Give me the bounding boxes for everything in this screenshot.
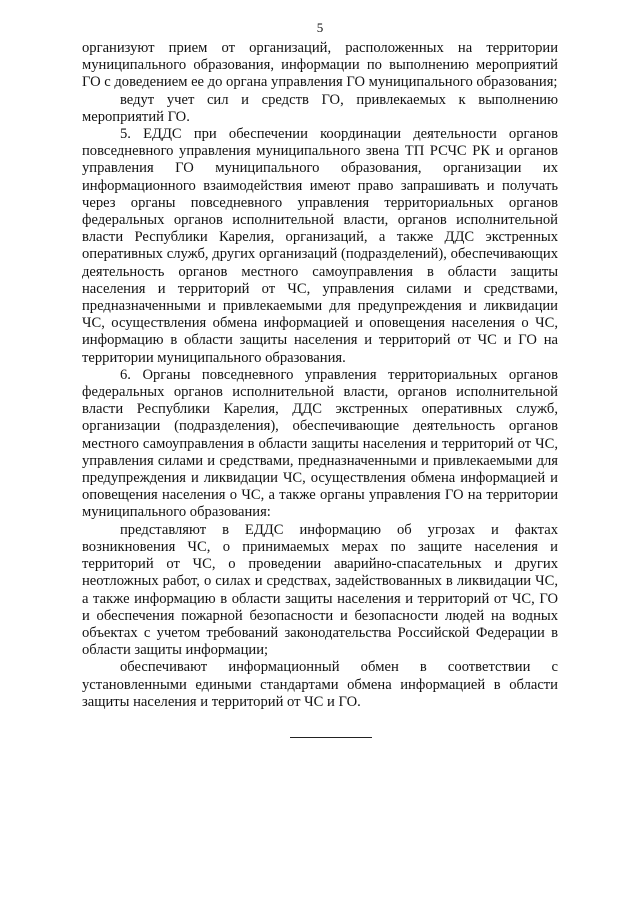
paragraph-section-5: 5. ЕДДС при обеспечении координации деятельности органов повседневного управления муниципального звена ТП РСЧС РК и органов управления ГО муниципального образования, организации их информационного взаимодействия имеют право запрашивать и получать через органы повседневного управления территориальных органов федеральных органов исполнительной власти, органов исполнительной власти Республики Карелия, организаций, а также ДДС экстренных оперативных служб, других организаций (подразделений), обеспечивающих деятельность органов местного самоуправления в области защиты населения и территорий от ЧС, управления силами и средствами, предназначенными и привлекаемыми для предупреждения и ликвидации ЧС, осуществления обмена информацией и оповещения населения о ЧС, информацию в области защиты населения и территорий от ЧС и ГО на территории муниципального образования. xyxy=(82,126,558,366)
paragraph-provide-info: представляют в ЕДДС информацию об угрозах и фактах возникновения ЧС, о принимаемых мерах по защите населения и территорий от ЧС, о проведении аварийно-спасательных и других неотложных работ, о силах и средствах, задействованных в ликвидации ЧС, а также информацию в области защиты населения и территорий от ЧС, ГО и обеспечения пожарной безопасности и безопасности людей на водных объектах с учетом требований законодательства Российской Федерации в области защиты информации; xyxy=(82,521,558,659)
paragraph-continuation: организуют прием от организаций, расположенных на территории муниципального образования, информации по выполнению мероприятий ГО с доведением ее до органа управления ГО муниципального образования; xyxy=(82,40,558,91)
paragraph-info-exchange: обеспечивают информационный обмен в соответствии с установленными едиными стандартами обмена информацией в области защиты населения и территорий от ЧС и ГО. xyxy=(82,659,558,710)
document-body xyxy=(82,40,558,711)
page-number: 5 xyxy=(316,20,324,35)
paragraph-resources: ведут учет сил и средств ГО, привлекаемых к выполнению мероприятий ГО. xyxy=(82,91,558,125)
paragraph-section-6: 6. Органы повседневного управления территориальных органов федеральных органов исполнительной власти, органов исполнительной власти Республики Карелия, ДДС экстренных оперативных служб, организации (подразделения), обеспечивающие деятельность органов местного самоуправления в области защиты населения и территорий от ЧС, управления силами и средствами, предназначенными и привлекаемыми для предупреждения и ликвидации ЧС, осуществления обмена информацией и оповещения населения о ЧС, а также органы управления ГО на территории муниципального образования: xyxy=(82,366,558,521)
end-of-document-rule xyxy=(290,737,372,738)
